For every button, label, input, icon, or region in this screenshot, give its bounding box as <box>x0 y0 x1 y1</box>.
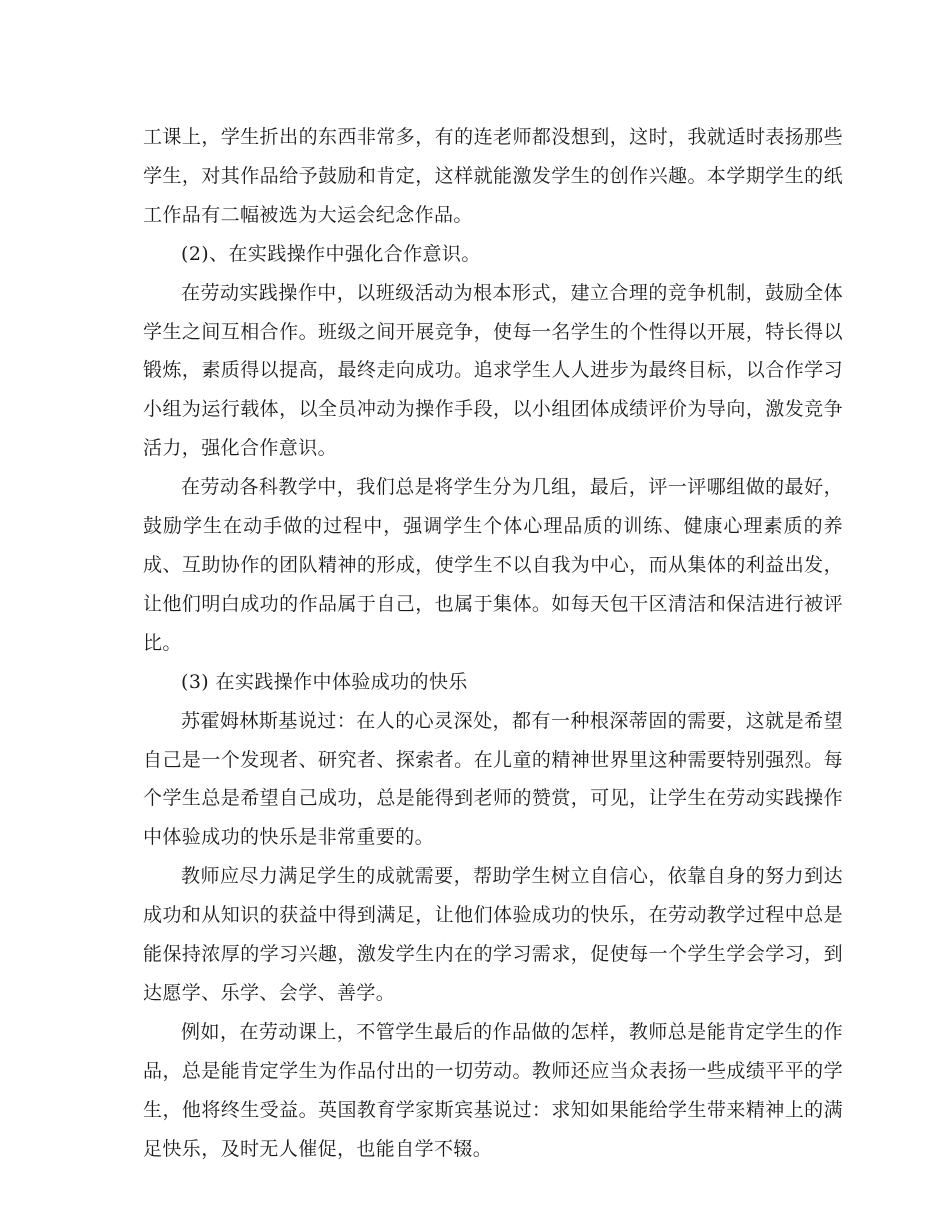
paragraph-3: 在劳动实践操作中，以班级活动为根本形式，建立合理的竞争机制，鼓励全体学生之间互相合作。班级之间开展竞争，使每一名学生的个性得以开展，特长得以锻炼，素质得以提高，最终走向成功。追求学生人人进步为最终目标，以合作学习小组为运行载体，以全员冲动为操作手段，以小组团体成绩评价为导向，激发竞争活力，强化合作意识。 <box>143 281 843 460</box>
body-text <box>143 118 843 1168</box>
paragraph-8: 例如，在劳动课上，不管学生最后的作品做的怎样，教师总是能肯定学生的作品，总是能肯定学生为作品付出的一切劳动。教师还应当众表扬一些成绩平平的学生，他将终生受益。英国教育学家斯宾基说过：求知如果能给学生带来精神上的满足快乐，及时无人催促，也能自学不辍。 <box>143 1020 843 1160</box>
paragraph-6: 苏霍姆林斯基说过：在人的心灵深处，都有一种根深蒂固的需要，这就是希望自己是一个发现者、研究者、探索者。在儿童的精神世界里这种需要特别强烈。每个学生总是希望自己成功，总是能得到老师的赞赏，可见，让学生在劳动实践操作中体验成功的快乐是非常重要的。 <box>143 709 843 849</box>
paragraph-5-heading: (3) 在实践操作中体验成功的快乐 <box>181 670 468 693</box>
paragraph-4: 在劳动各科教学中，我们总是将学生分为几组，最后，评一评哪组做的最好，鼓励学生在动手做的过程中，强调学生个体心理品质的训练、健康心理素质的养成、互助协作的团队精神的形成，使学生不以自我为中心，而从集体的利益出发，让他们明白成功的作品属于自己，也属于集体。如每天包干区清洁和保洁进行被评比。 <box>143 476 843 654</box>
paragraph-7: 教师应尽力满足学生的成就需要，帮助学生树立自信心，依靠自身的努力到达成功和从知识的获益中得到满足，让他们体验成功的快乐，在劳动教学过程中总是能保持浓厚的学习兴趣，激发学生内在的学习需求，促使每一个学生学会学习，到达愿学、乐学、会学、善学。 <box>143 865 843 1004</box>
paragraph-2-heading: (2)、在实践操作中强化合作意识。 <box>181 242 481 265</box>
paragraph-1: 工课上，学生折出的东西非常多，有的连老师都没想到，这时，我就适时表扬那些学生，对其作品给予鼓励和肯定，这样就能激发学生的创作兴趣。本学期学生的纸工作品有二幅被选为大运会纪念作品。 <box>143 126 843 226</box>
